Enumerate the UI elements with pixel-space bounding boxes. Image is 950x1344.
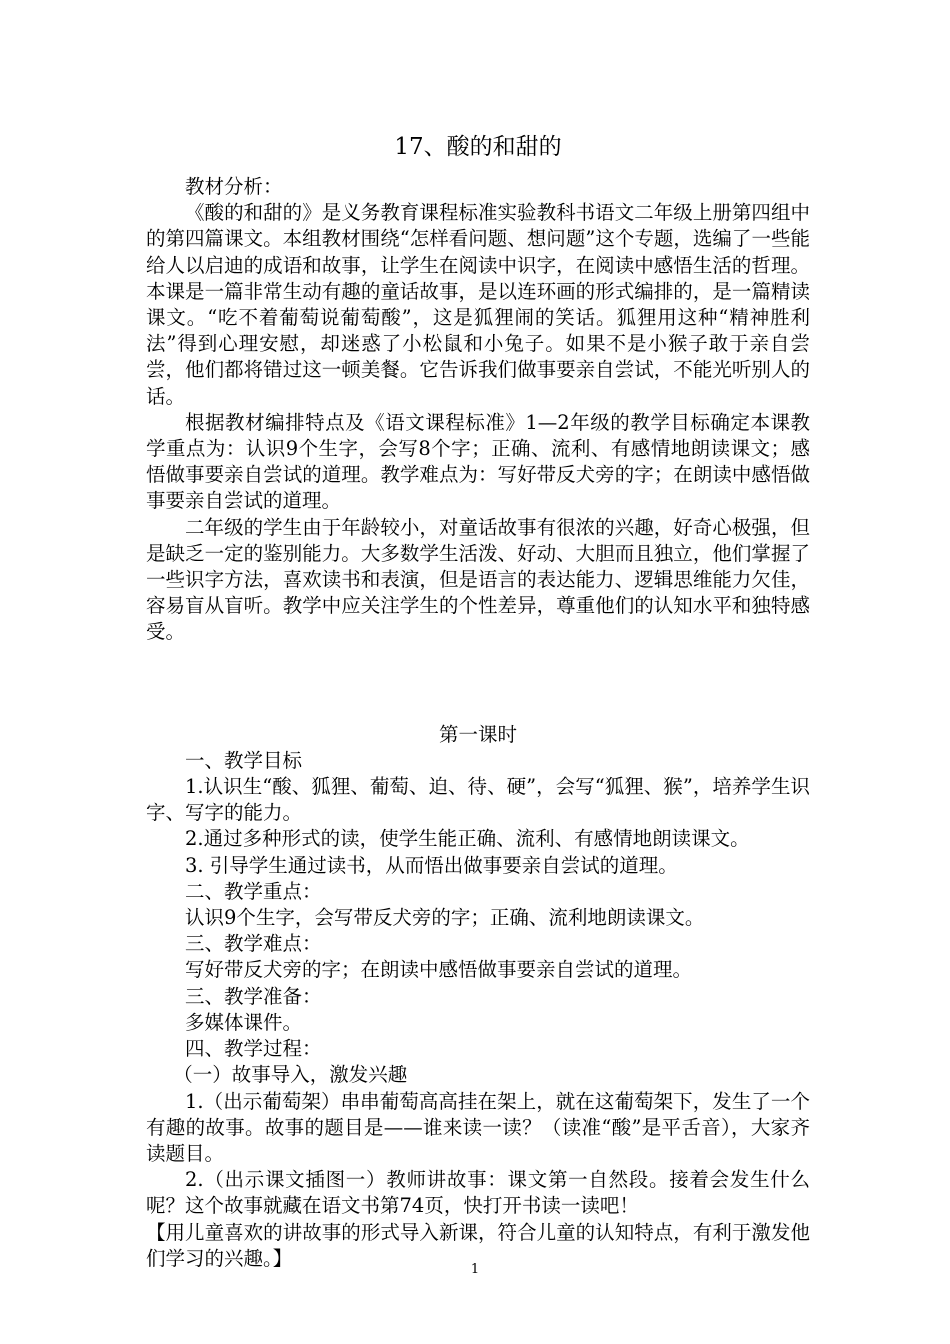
key-points-heading: 二、教学重点： <box>185 879 322 903</box>
document-body <box>146 132 810 1272</box>
difficulties-text: 写好带反犬旁的字；在朗读中感悟做事要亲自尝试的道理。 <box>185 958 693 982</box>
page-number: 1 <box>470 1262 480 1277</box>
document-title: 17、酸的和甜的 <box>394 134 562 160</box>
process-section-heading: （一）故事导入，激发兴趣 <box>173 1063 408 1087</box>
analysis-heading: 教材分析： <box>185 175 283 198</box>
analysis-paragraph-2: 根据教材编排特点及《语文课程标准》1—2年级的教学目标确定本课教学重点为：认识9个生字，会写8个字；正确、流利、有感情地朗读课文；感悟做事要亲自尝试的道理。教学难点为：写好带反犬旁的字；在朗读中感悟做事要亲自尝试的道理。 <box>146 410 810 513</box>
process-note: 【用儿童喜欢的讲故事的形式导入新课，符合儿童的认知特点，有利于激发他们学习的兴趣。】 <box>146 1220 810 1270</box>
goals-heading: 一、教学目标 <box>185 748 303 772</box>
key-points-text: 认识9个生字，会写带反犬旁的字；正确、流利地朗读课文。 <box>185 906 705 930</box>
preparation-text: 多媒体课件。 <box>185 1010 303 1034</box>
analysis-paragraph-3: 二年级的学生由于年龄较小，对童话故事有很浓的兴趣，好奇心极强，但是缺乏一定的鉴别能力。大多数学生活泼、好动、大胆而且独立，他们掌握了一些识字方法，喜欢读书和表演，但是语言的表达能力、逻辑思维能力欠佳，容易盲从盲听。教学中应关注学生的个性差异，尊重他们的认知水平和独特感受。 <box>146 515 810 644</box>
lesson-title: 第一课时 <box>438 722 517 746</box>
goal-item-3: 3. 引导学生通过读书，从而悟出做事要亲自尝试的道理。 <box>185 853 678 877</box>
analysis-paragraph-1: 《酸的和甜的》是义务教育课程标准实验教科书语文二年级上册第四组中的第四篇课文。本组教材围绕“怎样看问题、想问题”这个专题，选编了一些能给人以启迪的成语和故事，让学生在阅读中识字，在阅读中感悟生活的哲理。本课是一篇非常生动有趣的童话故事，是以连环画的形式编排的，是一篇精读课文。“吃不着葡萄说葡萄酸”，这是狐狸闹的笑话。狐狸用这种“精神胜利法”得到心理安慰，却迷惑了小松鼠和小兔子。如果不是小猴子敢于亲自尝尝，他们都将错过这一顿美餐。它告诉我们做事要亲自尝试，不能光听别人的话。 <box>146 201 810 408</box>
process-step-1: 1.（出示葡萄架）串串葡萄高高挂在架上，就在这葡萄架下，发生了一个有趣的故事。故事的题目是——谁来读一读？（读准“酸”是平舌音），大家齐读题目。 <box>146 1089 810 1165</box>
goal-item-1: 1.认识生“酸、狐狸、葡萄、迫、待、硬”，会写“狐狸、猴”，培养学生识字、写字的能力。 <box>146 775 810 825</box>
difficulties-heading: 三、教学难点： <box>185 932 322 956</box>
process-heading: 四、教学过程： <box>185 1037 322 1061</box>
preparation-heading: 三、教学准备： <box>185 984 322 1008</box>
process-step-2: 2.（出示课文插图一）教师讲故事：课文第一自然段。接着会发生什么呢？这个故事就藏在语文书第74页，快打开书读一读吧！ <box>146 1168 810 1218</box>
goal-item-2: 2.通过多种形式的读，使学生能正确、流利、有感情地朗读课文。 <box>185 827 750 851</box>
